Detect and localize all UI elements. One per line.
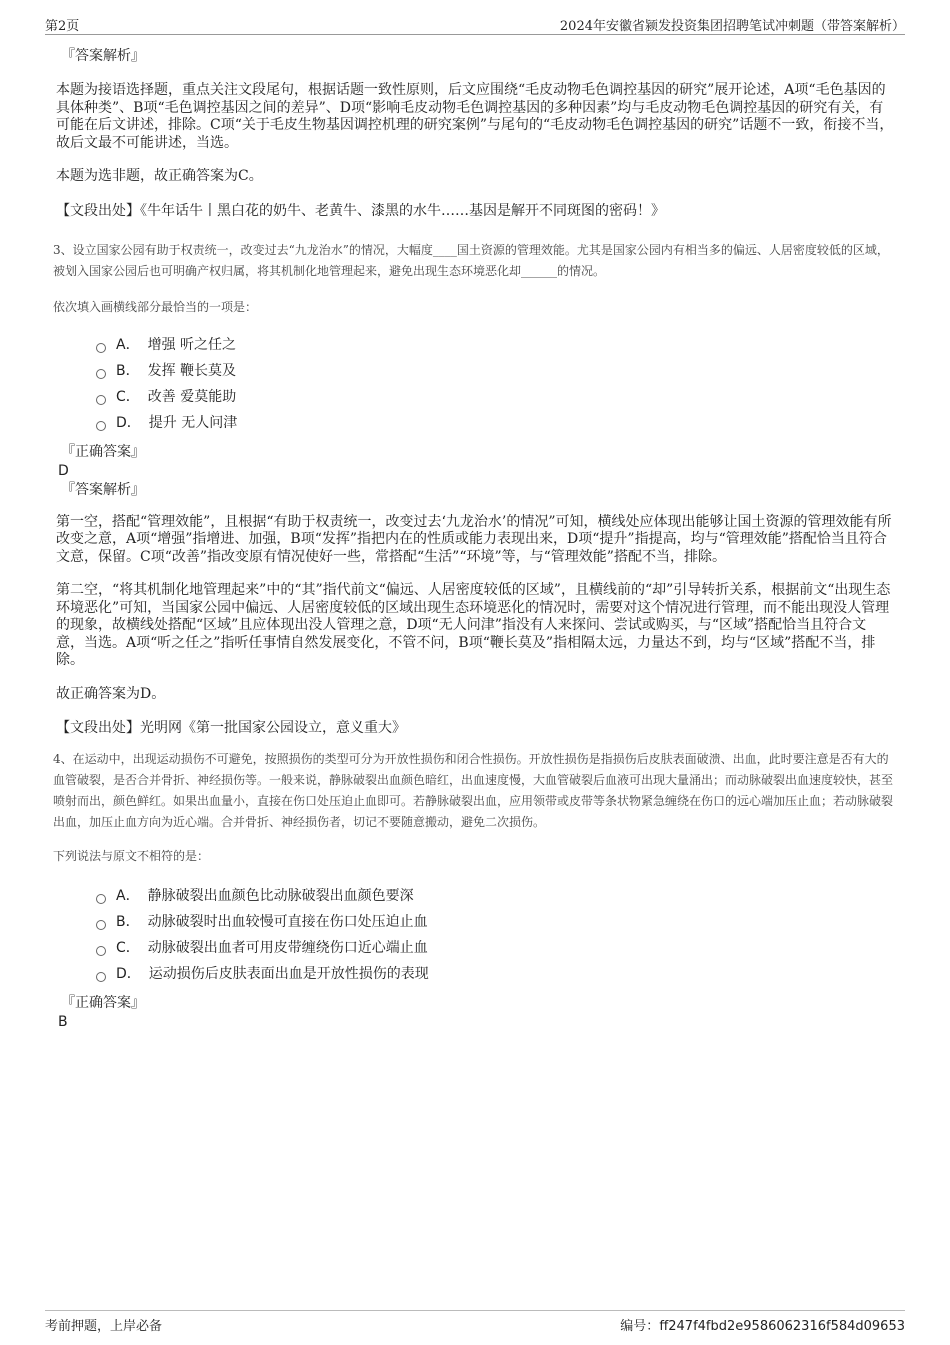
radio-icon[interactable]	[96, 920, 106, 930]
question-prompt: 下列说法与原文不相符的是：	[53, 849, 210, 863]
option-b[interactable]: B． 动脉破裂时出血较慢可直接在伤口处压迫止血	[96, 909, 894, 935]
analysis-paragraph: 本题为接语选择题，重点关注文段尾句，根据话题一致性原则，后文应围绕“毛皮动物毛色调控基因的研究”展开论述，A项“毛色基因的具体种类”、B项“毛色调控基因之间的差异”、D项“影响毛皮动物毛色调控基因的多种因素”均与毛皮动物毛色调控基因的研究有关，有可能在后文讲述，排除。C项“关于毛皮生物基因调控机理的研究案例”与尾句的“毛皮动物毛色调控基因的研究”话题不一致，衔接不当，故后文最不可能讲述，当选。	[56, 82, 894, 151]
option-a[interactable]: A． 增强 听之任之	[96, 332, 894, 358]
document-title: 2024年安徽省颍发投资集团招聘笔试冲刺题（带答案解析）	[559, 19, 905, 34]
analysis-paragraph: 故正确答案为D。	[56, 685, 166, 702]
question-text: 3、设立国家公园有助于权责统一，改变过去“九龙治水”的情况，大幅度____国土资源的管理效能。尤其是国家公园内有相当多的偏远、人居密度较低的区域，被划入国家公园后也可明确产权归属，将其机制化地管理起来，避免出现生态环境恶化却______的情况。	[53, 242, 889, 278]
analysis-paragraph: 第一空，搭配“管理效能”，且根据“有助于权责统一，改变过去‘九龙治水’的情况”可知，横线处应体现出能够让国土资源的管理效能有所改变之意，A项“增强”指增进、加强，B项“发挥”指把内在的性质或能力表现出来，D项“提升”指提高，均与“管理效能”搭配恰当且符合文意，保留。C项“改善”指改变原有情况使好一些，常搭配“生活”“环境”等，与“管理效能”搭配不当，排除。	[56, 513, 892, 565]
correct-answer: B	[58, 1014, 68, 1030]
radio-icon[interactable]	[96, 369, 106, 379]
document-id-code: ff247f4fbd2e9586062316f584d09653	[659, 1319, 905, 1334]
option-a[interactable]: A． 静脉破裂出血颜色比动脉破裂出血颜色要深	[96, 883, 894, 909]
option-c[interactable]: C． 动脉破裂出血者可用皮带缠绕伤口近心端止血	[96, 935, 894, 961]
correct-answer-tag: 『正确答案』	[61, 443, 145, 460]
radio-icon[interactable]	[96, 946, 106, 956]
footer-slogan: 考前押题，上岸必备	[45, 1319, 163, 1334]
radio-icon[interactable]	[96, 421, 106, 431]
radio-icon[interactable]	[96, 972, 106, 982]
option-list	[96, 332, 894, 436]
page-footer	[45, 1310, 905, 1333]
question-4	[53, 749, 894, 1031]
page-number: 第2页	[45, 19, 80, 34]
option-d[interactable]: D． 提升 无人问津	[96, 410, 894, 436]
correct-answer: D	[58, 462, 69, 479]
radio-icon[interactable]	[96, 343, 106, 353]
option-c[interactable]: C． 改善 爱莫能助	[96, 384, 894, 410]
question-3	[53, 240, 894, 738]
radio-icon[interactable]	[96, 395, 106, 405]
q2-analysis-section	[56, 46, 894, 220]
option-b[interactable]: B． 发挥 鞭长莫及	[96, 358, 894, 384]
document-id: 编号：ff247f4fbd2e9586062316f584d09653	[620, 1319, 905, 1334]
radio-icon[interactable]	[96, 894, 106, 904]
source-citation: 【文段出处】《牛年话牛丨黑白花的奶牛、老黄牛、漆黑的水牛……基因是解开不同斑图的密码！》	[56, 202, 665, 219]
page-content	[53, 46, 894, 1031]
question-prompt: 依次填入画横线部分最恰当的一项是：	[53, 299, 258, 314]
analysis-paragraph: 本题为选非题，故正确答案为C。	[56, 168, 263, 184]
analysis-tag: 『答案解析』	[61, 48, 145, 64]
page-header	[45, 12, 905, 35]
analysis-tag: 『答案解析』	[61, 481, 145, 498]
analysis-paragraph: 第二空，“将其机制化地管理起来”中的“其”指代前文“偏远、人居密度较低的区域”，且横线前的“却”引导转折关系，根据前文“出现生态环境恶化”可知，当国家公园中偏远、人居密度较低的区域出现生态环境恶化的情况时，需要对这个情况进行管理，而不能出现没人管理的现象，故横线处搭配“区域”且应体现出没人管理之意，D项“无人问津”指没有人来探问、尝试或购买，与“区域”搭配恰当且符合文意，当选。A项“听之任之”指听任事情自然发展变化，不管不问，B项“鞭长莫及”指相隔太远，力量达不到，均与“区域”搭配不当，排除。	[56, 582, 891, 668]
option-list	[96, 883, 894, 987]
correct-answer-tag: 『正确答案』	[61, 995, 145, 1011]
source-citation: 【文段出处】光明网《第一批国家公园设立，意义重大》	[56, 720, 406, 736]
option-d[interactable]: D． 运动损伤后皮肤表面出血是开放性损伤的表现	[96, 961, 894, 987]
question-text: 4、在运动中，出现运动损伤不可避免，按照损伤的类型可分为开放性损伤和闭合性损伤。开放性损伤是指损伤后皮肤表面破溃、出血，此时要注意是否有大的血管破裂，是否合并骨折、神经损伤等。一般来说，静脉破裂出血颜色暗红，出血速度慢，大血管破裂后血液可出现大量涌出；而动脉破裂出血速度较快，甚至喷射而出，颜色鲜红。如果出血量小，直接在伤口处压迫止血即可。若静脉破裂出血，应用领带或皮带等条状物紧急缠绕在伤口的远心端加压止血；若动脉破裂出血，加压止血方向为近心端。合并骨折、神经损伤者，切记不要随意搬动，避免二次损伤。	[53, 752, 894, 829]
